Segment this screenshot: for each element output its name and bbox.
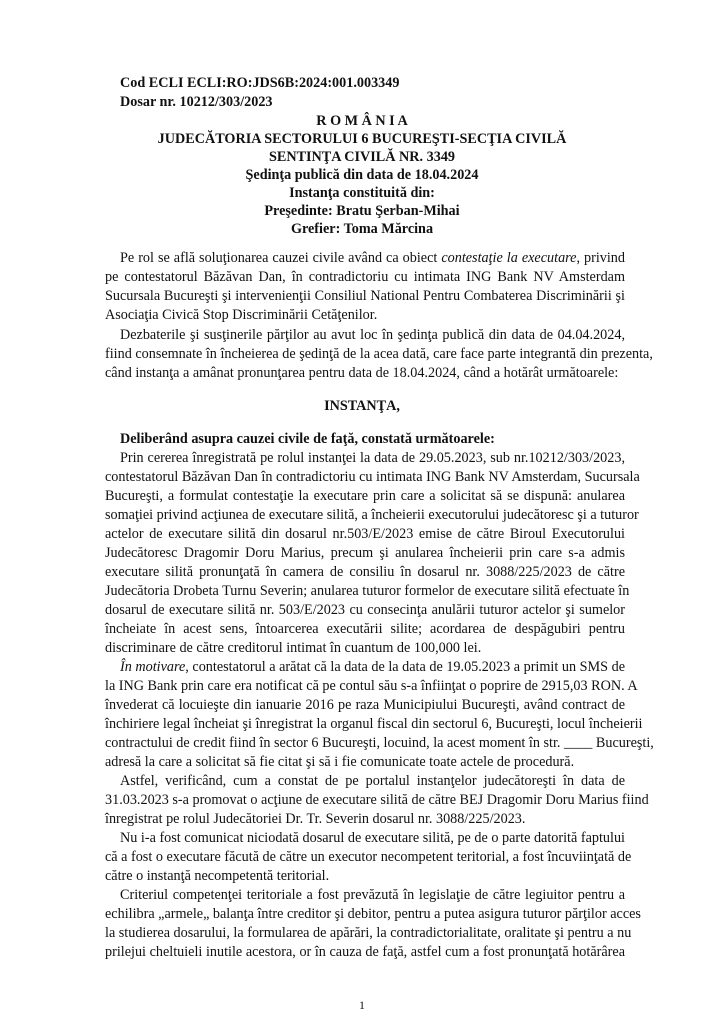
paragraph-4-line (120, 658, 625, 677)
paragraph-3-line: discriminare de către creditorul intimat în cuantum de 100,000 lei. (105, 640, 482, 656)
paragraph-7-line: la studierea dosarului, la formularea de apărări, la contradictorialitate, oralitate şi pentru a nu (105, 925, 632, 941)
case-number: Dosar nr. 10212/303/2023 (120, 94, 273, 110)
court-heading: JUDECĂTORIA SECTORULUI 6 BUCUREŞTI-SECŢIA CIVILĂ (157, 131, 567, 147)
paragraph-2-line: Dezbaterile şi susţinerile părţilor au avut loc în şedinţa publică din data de 04.04.2024, (120, 327, 625, 343)
text-run: , contestatorul a arătat că la data de la data de 19.05.2023 a primit un SMS de (185, 659, 625, 675)
paragraph-1-line: pe contestatorul Băzăvan Dan, în contradictoriu cu intimata ING Bank NV Amsterdam (105, 269, 625, 285)
paragraph-3-line: executare silită pronunţată în camera de consiliu în dosarul nr. 3088/225/2023 de către (105, 564, 625, 580)
deliberation-heading: Deliberând asupra cauzei civile de faţă, constată următoarele: (120, 431, 495, 447)
paragraph-3-line: dosarul de executare silită nr. 503/E/2023 cu consecinţa anulării tuturor actelor şi sumelor (105, 602, 625, 618)
constituted-heading: Instanţa constituită din: (289, 185, 435, 201)
paragraph-1-line: Asociaţia Civică Stop Discriminării Cetăţenilor. (105, 307, 378, 323)
paragraph-3-line: Bucureşti, a formulat contestaţie la executare prin care a solicitat să se dispună: anularea (105, 488, 625, 504)
paragraph-5-line: 31.03.2023 s-a promovat o acţiune de executare silită de către BEJ Dragomir Doru Marius fiind (105, 792, 649, 808)
president-heading: Preşedinte: Bratu Şerban-Mihai (264, 203, 460, 219)
paragraph-2-line: când instanţa a amânat pronunţarea pentru data de 18.04.2024, când a hotărât următoarele: (105, 365, 619, 381)
paragraph-4-line: contractului de credit fiind în sector 6 Bucureşti, locuind, la acest moment în str. ____ Bucureşti, (105, 735, 654, 751)
session-heading: Şedinţa publică din data de 18.04.2024 (245, 167, 479, 183)
italic-term: În motivare (120, 659, 186, 675)
paragraph-6-line: că a fost o executare făcută de către un executor necompetent teritorial, a fost încuviinţată de (105, 849, 632, 865)
clerk-heading: Grefier: Toma Mărcina (290, 221, 434, 237)
paragraph-4-line: închiriere legal încheiat şi înregistrat la organul fiscal din sectorul 6, Bucureşti, locul încheierii (105, 716, 643, 732)
text-run: , privind (576, 250, 625, 266)
paragraph-2-line: fiind consemnate în încheierea de şedinţă de la acea dată, care face parte integrantă din prezenta, (105, 346, 653, 362)
paragraph-3-line: actelor de executare silită din dosarul nr.503/E/2023 emise de către Biroul Executorului (105, 526, 625, 542)
paragraph-1-line: Sucursala Bucureşti şi intervenienţii Consiliul National Pentru Combaterea Discriminării şi (105, 288, 625, 304)
sentence-heading: SENTINŢA CIVILĂ NR. 3349 (268, 149, 456, 165)
text-run: Pe rol se află soluţionarea cauzei civile având ca obiect (120, 250, 442, 266)
paragraph-5-line: înregistrat pe rolul Judecătoriei Dr. Tr. Severin dosarul nr. 3088/225/2023. (105, 811, 526, 827)
paragraph-6-line: Nu i-a fost comunicat niciodată dosarul de executare silită, pe de o parte datorită faptului (120, 830, 625, 846)
paragraph-3-line: Judecătoria Drobeta Turnu Severin; anularea tuturor formelor de executare silită efectuate în (105, 583, 630, 599)
paragraph-4-line: învederat că locuieşte din ianuarie 2016 pe raza Municipiului Bucureşti, având contract de (105, 697, 625, 713)
ecli-code: Cod ECLI ECLI:RO:JDS6B:2024:001.003349 (120, 75, 400, 91)
paragraph-7-line: Criteriul competenţei teritoriale a fost prevăzută în legislaţie de către legiuitor pentru a (120, 887, 625, 903)
instanta-heading: INSTANŢA, (324, 398, 400, 414)
paragraph-3-line: Judecătoresc Dragomir Doru Marius, precum şi anularea încheierii prin care s-a admis (105, 545, 625, 561)
paragraph-3-line: contestatorul Băzăvan Dan în contradictoriu cu intimata ING Bank NV Amsterdam, Sucursala (105, 469, 640, 485)
paragraph-4-line: la ING Bank prin care era notificat că pe contul său s-a înfiinţat o poprire de 2915,03 RON. A (105, 678, 638, 694)
page-number: 1 (359, 998, 365, 1012)
paragraph-5-line: Astfel, verificând, cum a constat de pe portalul instanţelor judecătoreşti în data de (120, 773, 625, 789)
paragraph-7-line: prilejui cheltuieli inutile acestora, or în cauza de faţă, astfel cum a fost pronunţată hotărârea (105, 944, 625, 960)
country-heading: R O M Â N I A (316, 113, 408, 129)
paragraph-6-line: către o instanţă necompetentă teritorial. (105, 868, 330, 884)
paragraph-3-line: încheiate în acest sens, întoarcerea executării silite; acordarea de despăgubiri pentru (105, 621, 625, 637)
italic-term: contestaţie la executare (441, 250, 577, 266)
paragraph-4-line: adresă la care a solicitat să fie citat şi să i fie comunicate toate actele de procedură. (105, 754, 575, 770)
paragraph-3-line: Prin cererea înregistrată pe rolul instanţei la data de 29.05.2023, sub nr.10212/303/2023, (120, 450, 625, 466)
paragraph-1-line (120, 249, 625, 268)
paragraph-7-line: echilibra „armele„ balanţa între creditor şi debitor, pentru a putea asigura tuturor părţilor acces (105, 906, 641, 922)
paragraph-3-line: somaţiei privind acţiunea de executare silită, a încheierii executorului judecătoresc şi a tuturor (105, 507, 639, 523)
